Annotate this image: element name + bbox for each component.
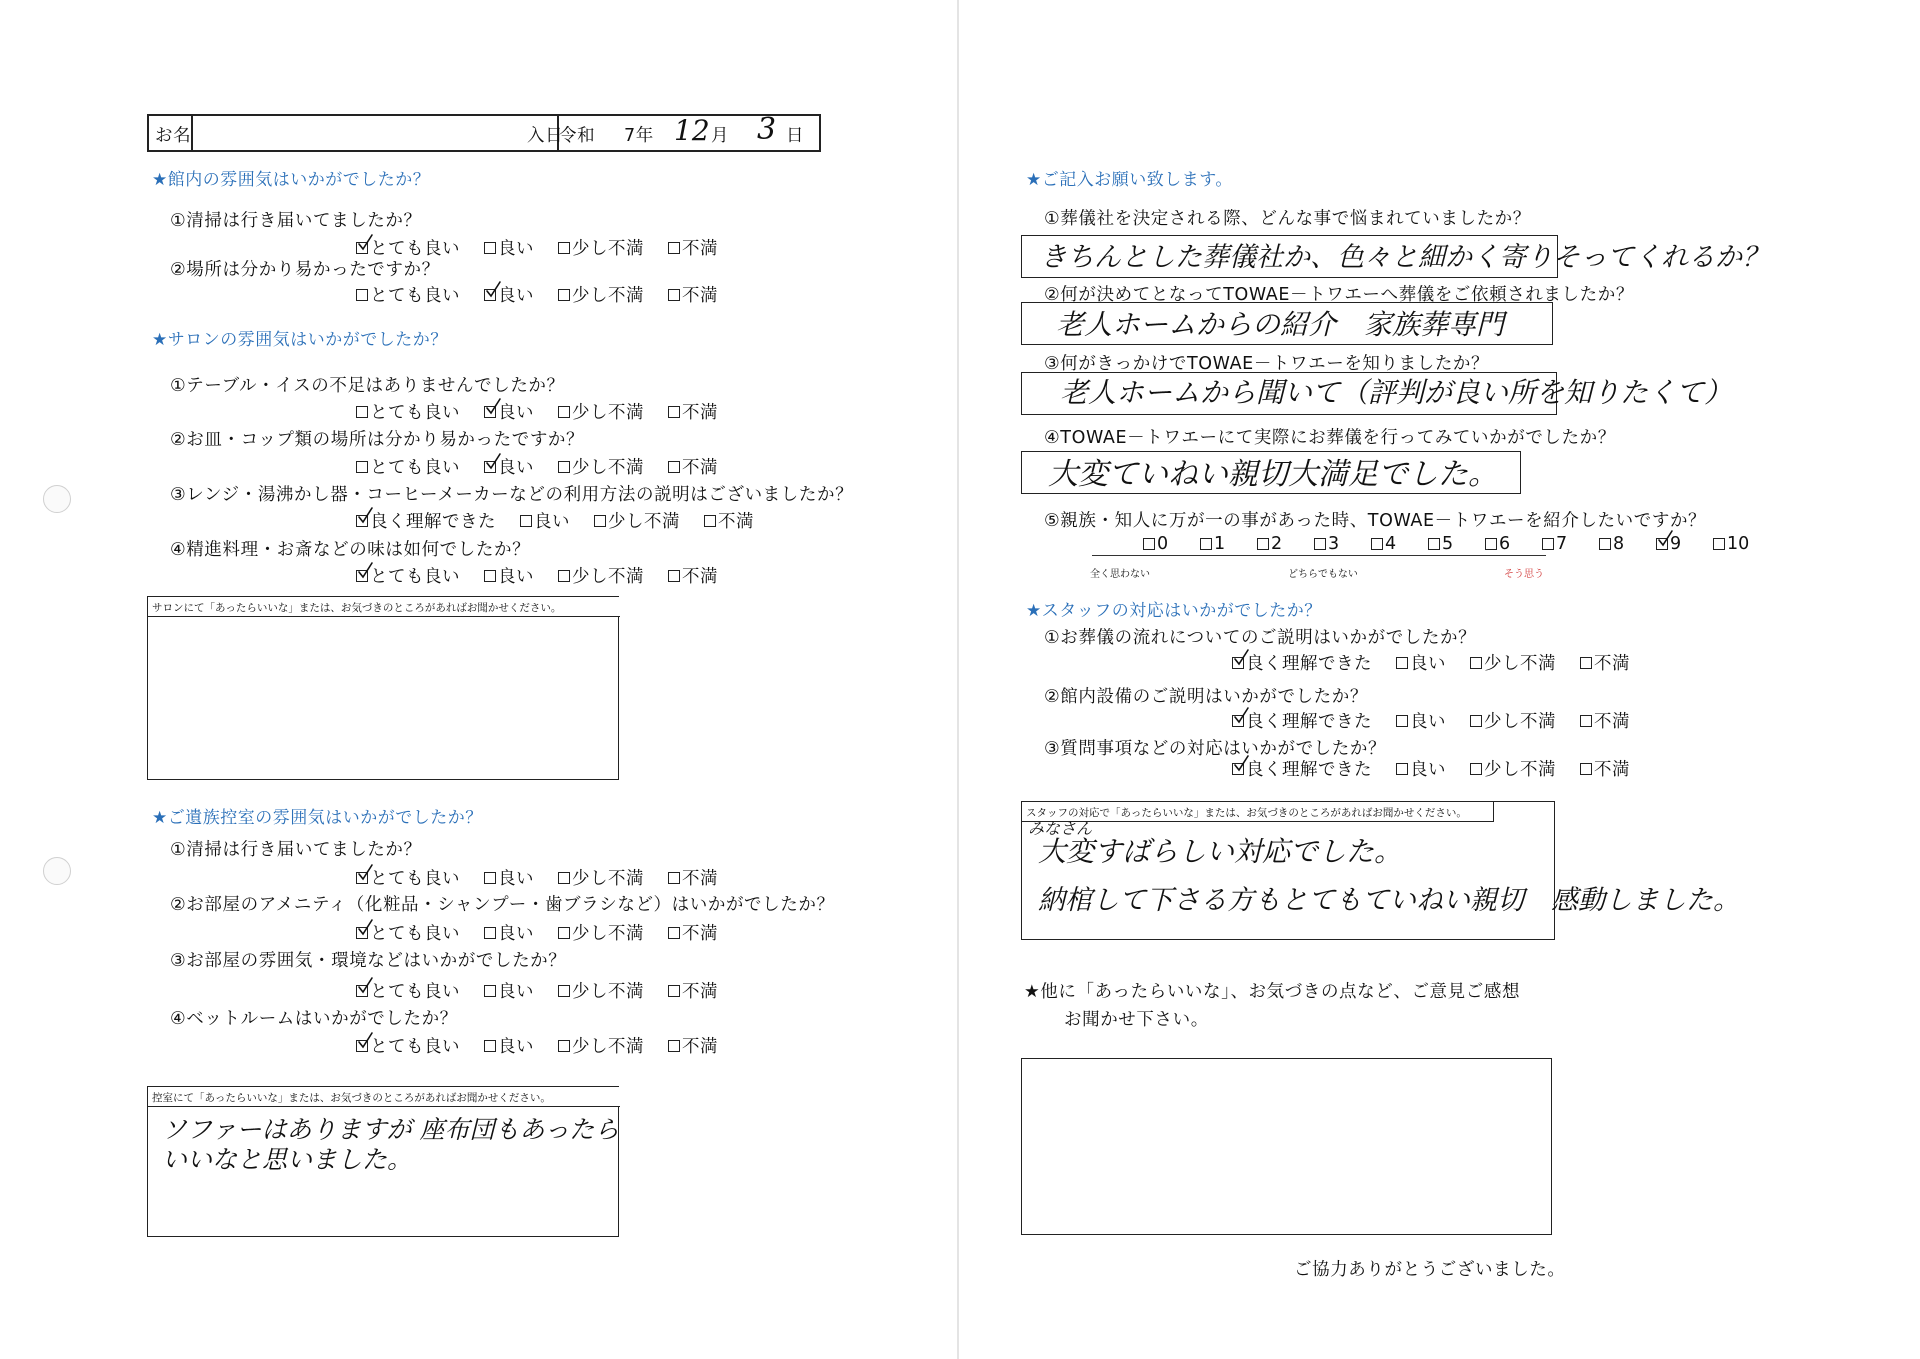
comment-label: スタッフの対応で「あったらいいな」または、お気づきのところがあればお聞かせください。 [1022,802,1494,822]
option-label: 良く理解できた [370,512,496,532]
comment-label: 控室にて「あったらいいな」または、お気づきのところがあればお聞かせください。 [148,1087,620,1107]
option-label: とても良い [370,982,460,1002]
option-label: 少し不満 [1484,712,1556,732]
checkbox-option[interactable] [1580,756,1630,781]
checkbox[interactable] [484,570,496,582]
option-label: 不満 [1594,712,1630,732]
checkbox-checked[interactable] [356,1040,368,1052]
option-label: 不満 [682,869,718,889]
scale-mid-label: どちらでもない [1288,569,1358,580]
question-text: ④ベットルームはいかがでしたか？ [170,1009,458,1029]
scale-number: 4 [1385,534,1397,554]
salon-comment-box [147,596,619,780]
option-label: とても良い [370,1037,460,1057]
checkbox[interactable] [668,406,680,418]
handwritten-comment: いいなと思いました。 [162,1145,413,1174]
checkbox[interactable] [356,406,368,418]
option-label: 不満 [682,982,718,1002]
checkbox-option[interactable] [558,978,644,1003]
option-label: とても良い [370,458,460,478]
day-value: 3 [757,112,777,147]
option-label: 良い [498,982,534,1002]
checkbox[interactable] [1542,538,1554,550]
checkbox[interactable] [558,985,570,997]
scale-option[interactable] [1371,534,1428,554]
checkbox-option[interactable] [1470,650,1556,675]
scale-option[interactable] [1656,534,1713,554]
section-title: ★サロンの雰囲気はいかがでしたか？ [152,330,448,350]
checkbox[interactable] [668,242,680,254]
date-label: 入日 [527,126,564,146]
option-label: 良い [498,869,534,889]
option-row [356,978,742,1003]
checkbox-option[interactable] [484,235,534,260]
checkbox-option[interactable] [1232,650,1372,675]
checkbox[interactable] [1396,763,1408,775]
scale-option[interactable] [1314,534,1371,554]
waiting-room-comment-box [147,1086,619,1237]
scale-number: 8 [1613,534,1625,554]
month-value: 12 [674,114,710,147]
checkbox[interactable] [484,927,496,939]
handwritten-comment: みなさん [1028,819,1093,838]
checkbox[interactable] [1485,538,1497,550]
checkbox-option[interactable] [1232,708,1372,733]
option-label: 少し不満 [1484,654,1556,674]
checkbox[interactable] [1200,538,1212,550]
checkbox[interactable] [1428,538,1440,550]
checkbox[interactable] [484,985,496,997]
checkbox-option[interactable] [484,282,534,307]
question-text: ②お部屋のアメニティ（化粧品・シャンプー・歯ブラシなど）はいかがでしたか？ [170,895,835,915]
option-label: 良く理解できた [1246,760,1372,780]
scale-axis-line [1092,555,1546,556]
checkbox-option[interactable] [1470,708,1556,733]
checkbox[interactable] [356,289,368,301]
question-text: ①清掃は行き届いてましたか？ [170,211,422,231]
page-fold [957,0,959,1359]
checkbox[interactable] [1396,715,1408,727]
checkbox[interactable] [668,985,680,997]
option-label: 少し不満 [572,567,644,587]
option-label: 少し不満 [572,458,644,478]
recommend-scale [1143,534,1770,554]
checkbox-option[interactable] [1396,650,1446,675]
option-label: 少し不満 [1484,760,1556,780]
question-text: ①葬儀社を決定される際、どんな事で悩まれていましたか？ [1044,209,1531,229]
checkbox-checked[interactable] [356,515,368,527]
option-row [356,563,742,588]
question-text: ①お葬儀の流れについてのご説明はいかがでしたか？ [1044,628,1477,648]
checkbox-checked[interactable] [356,985,368,997]
comment-label: サロンにて「あったらいいな」または、お気づきのところがあればお聞かせください。 [148,597,620,617]
option-label: 少し不満 [572,239,644,259]
section-title: ★ご遺族控室の雰囲気はいかがでしたか？ [152,808,483,828]
option-label: 不満 [682,924,718,944]
checkbox-option[interactable] [1396,708,1446,733]
checkbox-checked[interactable] [1232,763,1244,775]
handwritten-comment: 大変すばらしい対応でした。 [1038,835,1403,868]
option-label: 不満 [1594,760,1630,780]
checkbox-option[interactable] [484,1033,534,1058]
thanks-text: ご協力ありがとうございました。 [1294,1260,1566,1280]
scale-high-label: そう思う [1504,569,1544,580]
section-title: ★スタッフの対応はいかがでしたか？ [1026,601,1322,621]
scale-option[interactable] [1428,534,1485,554]
checkbox-option[interactable] [484,920,534,945]
checkbox[interactable] [1713,538,1725,550]
punch-hole [43,857,71,885]
checkbox-checked[interactable] [1232,657,1244,669]
option-label: 良い [1410,760,1446,780]
month-label: 月 [711,126,730,146]
checkbox-option[interactable] [356,399,460,424]
checkbox[interactable] [1143,538,1155,550]
checkbox-option[interactable] [356,282,460,307]
checkbox-option[interactable] [1396,756,1446,781]
checkbox[interactable] [1580,715,1592,727]
option-row [356,508,778,533]
option-label: 良い [498,403,534,423]
checkbox[interactable] [668,289,680,301]
checkbox[interactable] [1470,715,1482,727]
question-text: ②館内設備のご説明はいかがでしたか？ [1044,687,1368,707]
checkbox[interactable] [558,406,570,418]
checkbox-option[interactable] [1232,756,1372,781]
day-label: 日 [786,126,805,146]
left-page [0,0,958,1359]
checkbox[interactable] [484,1040,496,1052]
checkbox[interactable] [558,872,570,884]
scale-number: 10 [1727,534,1750,554]
question-text: ④TOWAE－トワエーにて実際にお葬儀を行ってみていかがでしたか？ [1044,428,1616,448]
handwritten-comment: ソファーはありますが 座布団もあったら [162,1115,620,1144]
option-row [356,1033,742,1058]
scale-number: 2 [1271,534,1283,554]
option-label: 良い [498,1037,534,1057]
punch-hole [43,485,71,513]
option-label: 少し不満 [572,982,644,1002]
option-label: 不満 [1594,654,1630,674]
checkbox-option[interactable] [558,235,644,260]
section-title: ★館内の雰囲気はいかがでしたか？ [152,170,431,190]
checkbox[interactable] [1580,763,1592,775]
checkbox-option[interactable] [668,399,718,424]
option-label: 良い [1410,712,1446,732]
checkbox[interactable] [1314,538,1326,550]
option-row [1232,756,1654,781]
option-label: とても良い [370,239,460,259]
checkbox[interactable] [1580,657,1592,669]
question-text: ③お部屋の雰囲気・環境などはいかがでしたか？ [170,951,567,971]
scale-number: 5 [1442,534,1454,554]
option-label: 不満 [682,567,718,587]
checkbox-checked[interactable] [1656,538,1668,550]
option-label: 少し不満 [572,924,644,944]
question-text: ③何がきっかけでTOWAE－トワエーを知りましたか？ [1044,354,1490,374]
handwritten-answer: 老人ホームから聞いて（評判が良い所を知りたくて） [1060,376,1733,409]
option-label: とても良い [370,869,460,889]
scale-number: 9 [1670,534,1682,554]
checkbox-option[interactable] [484,978,534,1003]
option-label: とても良い [370,924,460,944]
checkbox-option[interactable] [668,235,718,260]
checkbox-option[interactable] [356,865,460,890]
scale-option[interactable] [1200,534,1257,554]
checkbox[interactable] [594,515,606,527]
option-label: 少し不満 [608,512,680,532]
checkbox-option[interactable] [668,563,718,588]
checkbox-option[interactable] [558,1033,644,1058]
option-label: 良い [498,239,534,259]
option-label: 少し不満 [572,1037,644,1057]
other-comment-box [1021,1058,1552,1235]
option-label: 少し不満 [572,403,644,423]
checkbox-option[interactable] [668,865,718,890]
checkbox-option[interactable] [356,920,460,945]
scale-number: 7 [1556,534,1568,554]
staff-comment-box [1021,801,1740,940]
checkbox[interactable] [558,1040,570,1052]
checkbox-option[interactable] [558,563,644,588]
checkbox-option[interactable] [558,920,644,945]
option-row [1232,650,1654,675]
option-row [356,282,742,307]
checkbox-option[interactable] [484,563,534,588]
checkbox-option[interactable] [1580,708,1630,733]
checkbox[interactable] [558,242,570,254]
question-text: ③レンジ・湯沸かし器・コーヒーメーカーなどの利用方法の説明はございましたか？ [170,485,854,505]
checkbox-option[interactable] [356,508,496,533]
checkbox-option[interactable] [668,282,718,307]
checkbox-option[interactable] [484,454,534,479]
checkbox-checked[interactable] [356,242,368,254]
checkbox[interactable] [520,515,532,527]
checkbox[interactable] [668,461,680,473]
scale-option[interactable] [1599,534,1656,554]
scale-option[interactable] [1542,534,1599,554]
handwritten-answer: きちんとした葬儀社か、色々と細かく寄りそってくれるか？ [1040,242,1769,273]
checkbox-option[interactable] [1470,756,1556,781]
checkbox-checked[interactable] [484,461,496,473]
option-label: 不満 [682,239,718,259]
checkbox-option[interactable] [668,978,718,1003]
option-label: 少し不満 [572,869,644,889]
checkbox-option[interactable] [594,508,680,533]
checkbox[interactable] [1470,763,1482,775]
checkbox-checked[interactable] [484,406,496,418]
handwritten-answer: 大変ていねい親切大満足でした。 [1048,457,1498,492]
option-label: 良い [1410,654,1446,674]
option-label: とても良い [370,403,460,423]
scale-option[interactable] [1257,534,1314,554]
checkbox-option[interactable] [668,920,718,945]
question-text: ②何が決めてとなってTOWAE－トワエーへ葬儀をご依頼されましたか？ [1044,285,1634,305]
checkbox[interactable] [1257,538,1269,550]
checkbox-option[interactable] [484,865,534,890]
question-text: ②お皿・コップ類の場所は分かり易かったですか？ [170,430,585,450]
option-label: 良い [498,286,534,306]
option-row [356,865,742,890]
checkbox[interactable] [558,927,570,939]
checkbox-checked[interactable] [1232,715,1244,727]
checkbox[interactable] [356,461,368,473]
header-box [147,114,821,152]
name-label: お名 [155,126,192,146]
scale-low-label: 全く思わない [1090,569,1150,580]
option-label: 不満 [682,403,718,423]
question-text: ⑤親族・知人に万が一の事があった時、TOWAE－トワエーを紹介したいですか？ [1044,511,1707,531]
scale-number: 6 [1499,534,1511,554]
checkbox-option[interactable] [558,282,644,307]
era-label: 令和 [559,126,596,146]
scale-option[interactable] [1143,534,1200,554]
scale-option[interactable] [1485,534,1542,554]
scale-option[interactable] [1713,534,1770,554]
option-label: とても良い [370,286,460,306]
option-row [1232,708,1654,733]
checkbox-option[interactable] [558,454,644,479]
option-label: 不満 [718,512,754,532]
handwritten-answer: 老人ホームからの紹介 家族葬専門 [1056,308,1505,341]
option-label: 不満 [682,1037,718,1057]
option-row [356,399,742,424]
section-title: ★他に「あったらいいな」、お気づきの点など、ご意見ご感想 [1024,982,1521,1002]
option-label: 良い [498,924,534,944]
option-label: 良い [498,567,534,587]
checkbox-option[interactable] [704,508,754,533]
year-label: 7年 [624,126,654,146]
checkbox-option[interactable] [356,978,460,1003]
checkbox[interactable] [1470,657,1482,669]
checkbox[interactable] [668,570,680,582]
checkbox[interactable] [704,515,716,527]
checkbox-option[interactable] [1580,650,1630,675]
checkbox[interactable] [558,289,570,301]
option-label: 良い [534,512,570,532]
section-title: ★ご記入お願い致します。 [1026,170,1233,190]
checkbox[interactable] [484,872,496,884]
checkbox-checked[interactable] [356,570,368,582]
checkbox[interactable] [558,461,570,473]
checkbox-option[interactable] [558,399,644,424]
option-label: 良い [498,458,534,478]
option-label: 少し不満 [572,286,644,306]
scale-number: 3 [1328,534,1340,554]
option-row [356,920,742,945]
checkbox[interactable] [1599,538,1611,550]
question-text: ①清掃は行き届いてましたか？ [170,840,422,860]
right-page [960,0,1920,1359]
checkbox[interactable] [1371,538,1383,550]
handwritten-comment: 納棺して下さる方もとてもていねい親切 感動しました。 [1038,885,1740,916]
checkbox[interactable] [558,570,570,582]
option-label: 不満 [682,458,718,478]
checkbox-option[interactable] [356,454,460,479]
section-title-line2: お聞かせ下さい。 [1064,1010,1209,1030]
checkbox-checked[interactable] [484,289,496,301]
checkbox[interactable] [484,242,496,254]
checkbox-checked[interactable] [356,872,368,884]
option-label: 不満 [682,286,718,306]
question-text: ③質問事項などの対応はいかがでしたか？ [1044,739,1387,759]
option-label: 良く理解できた [1246,712,1372,732]
question-text: ①テーブル・イスの不足はありませんでしたか？ [170,376,565,396]
checkbox[interactable] [668,1040,680,1052]
checkbox-option[interactable] [356,1033,460,1058]
option-row [356,454,742,479]
option-label: とても良い [370,567,460,587]
scale-number: 0 [1157,534,1169,554]
checkbox-option[interactable] [520,508,570,533]
question-text: ④精進料理・お斎などの味は如何でしたか？ [170,540,531,560]
checkbox-option[interactable] [668,454,718,479]
option-label: 良く理解できた [1246,654,1372,674]
question-text: ②場所は分かり易かったですか？ [170,260,440,280]
checkbox-checked[interactable] [356,927,368,939]
checkbox[interactable] [1396,657,1408,669]
checkbox-option[interactable] [668,1033,718,1058]
checkbox-option[interactable] [356,563,460,588]
checkbox-option[interactable] [558,865,644,890]
checkbox[interactable] [668,872,680,884]
checkbox[interactable] [668,927,680,939]
scale-number: 1 [1214,534,1226,554]
checkbox-option[interactable] [484,399,534,424]
